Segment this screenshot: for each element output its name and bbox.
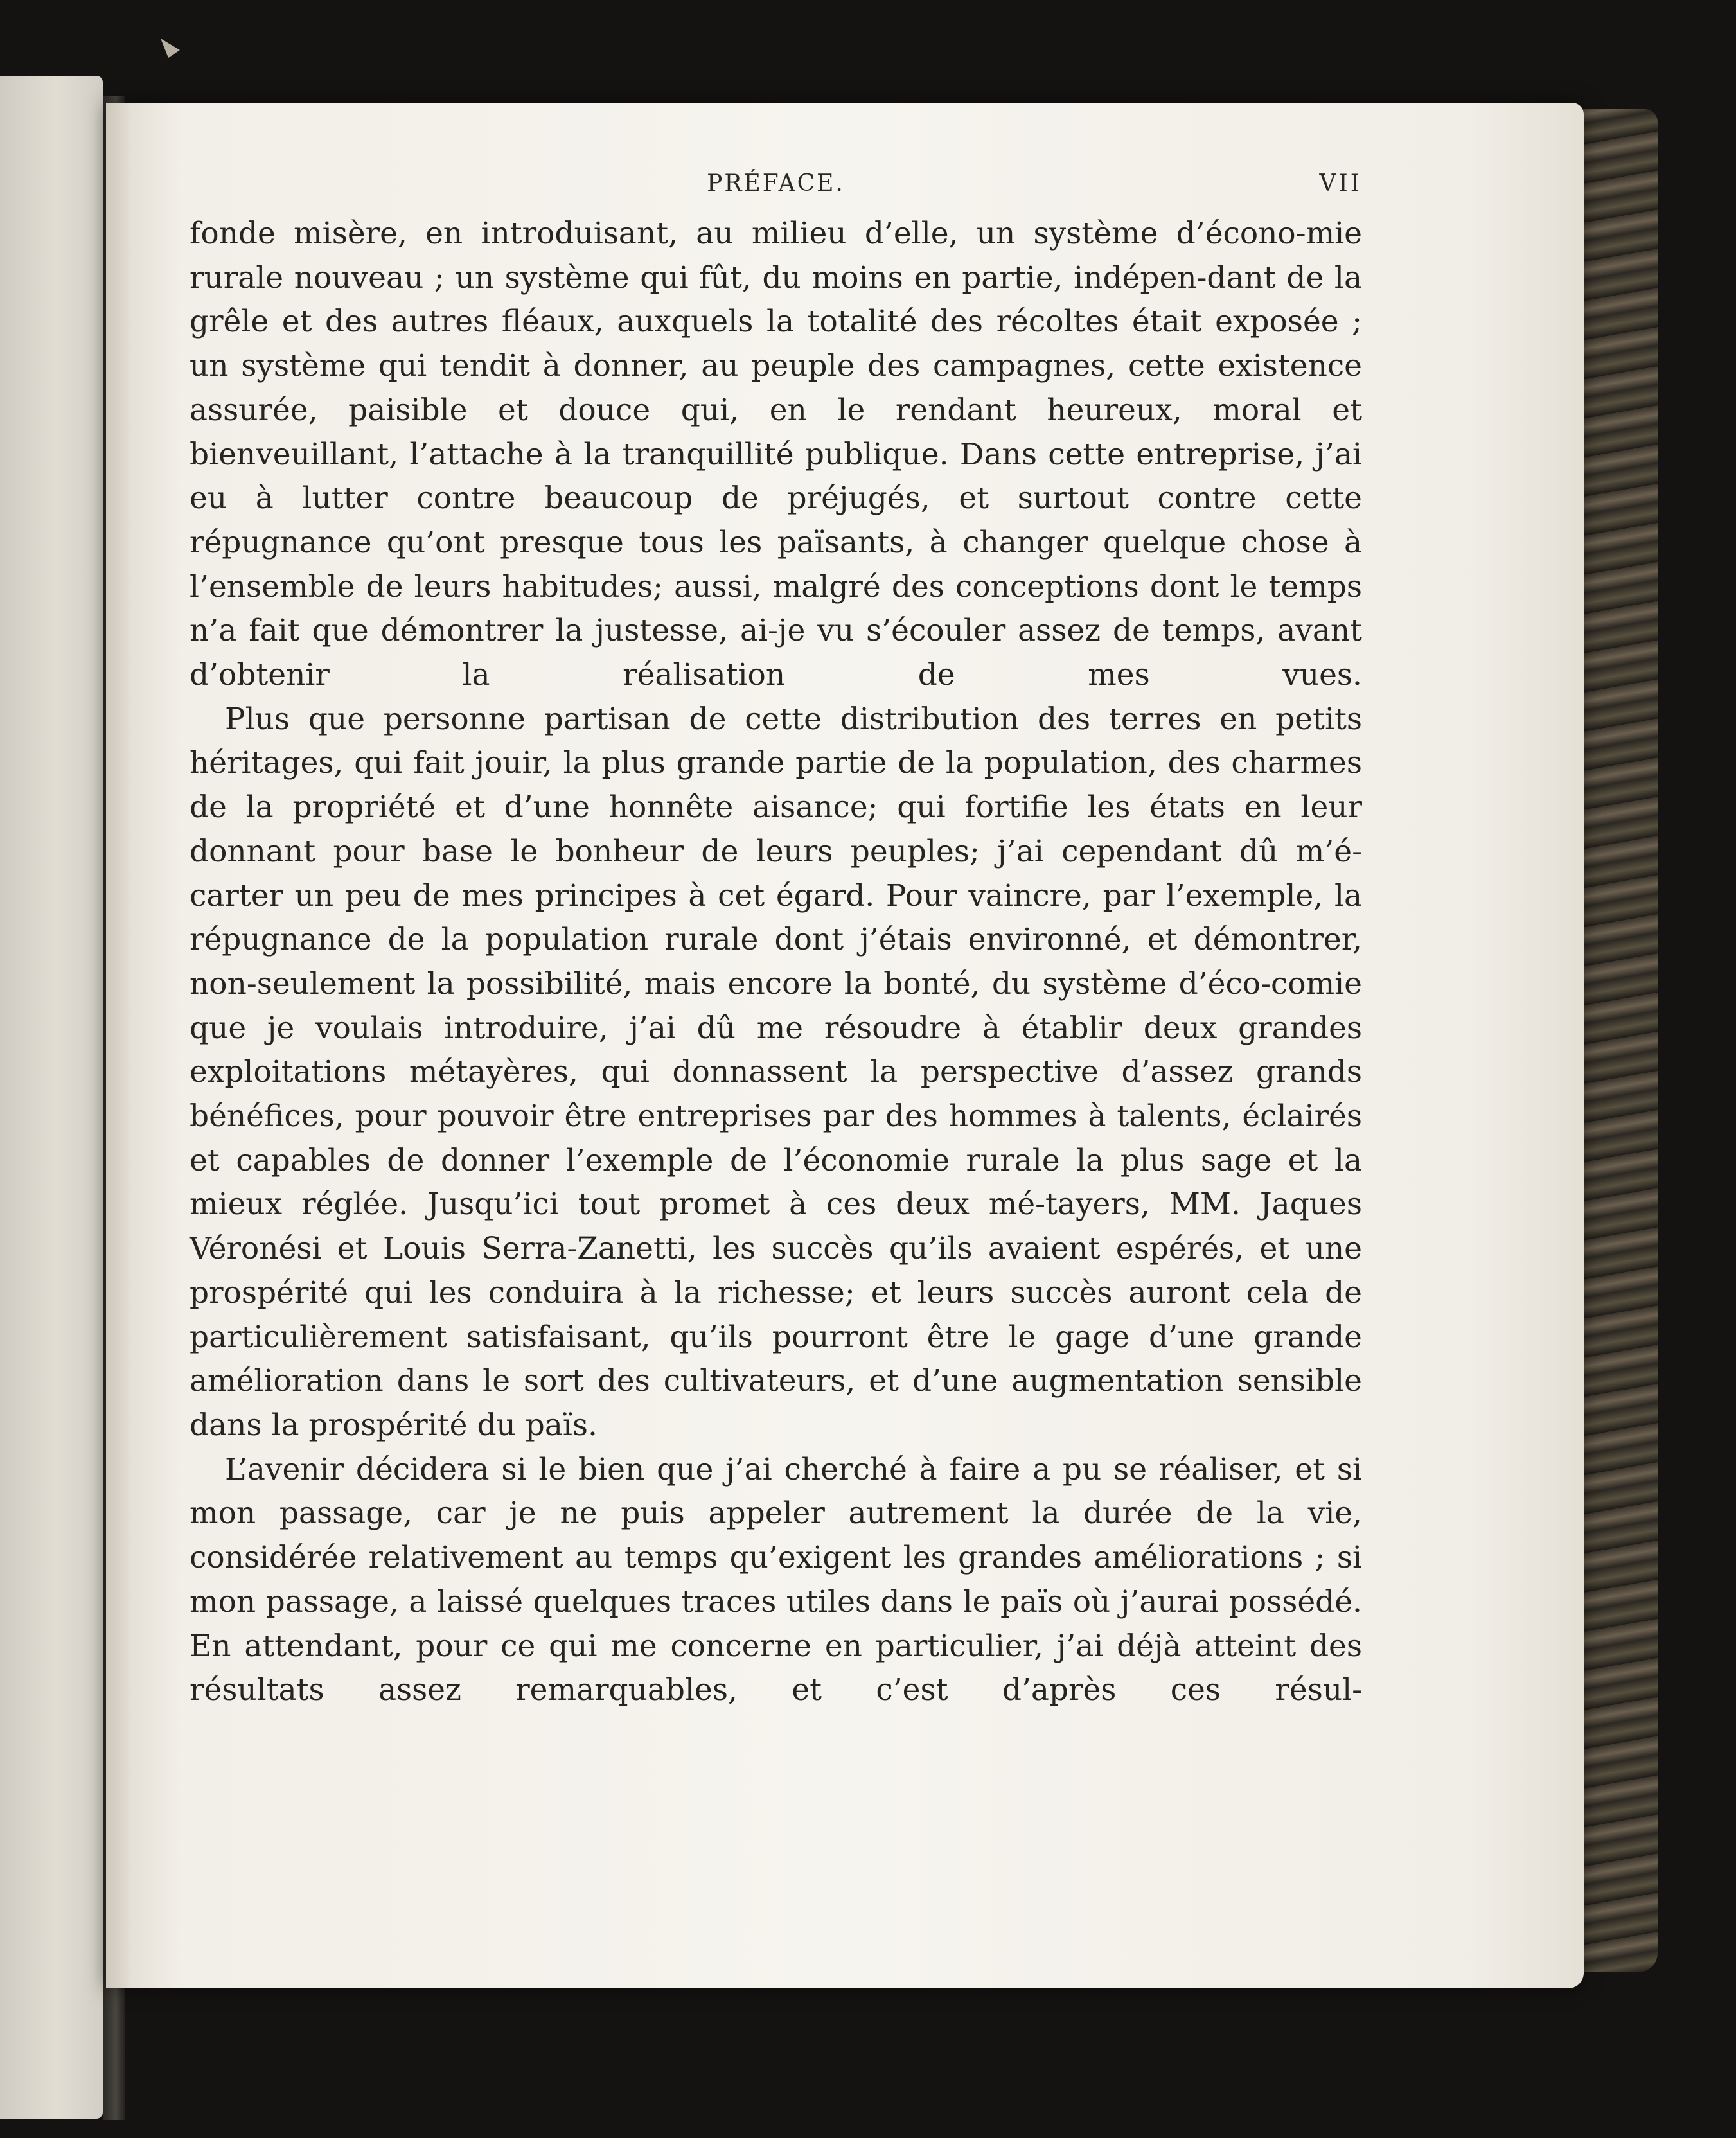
left-facing-page bbox=[0, 76, 103, 2119]
paragraph-3: L’avenir décidera si le bien que j’ai cherché à faire a pu se réaliser, et si mon passage, car je ne puis appeler autrement la durée de la vie, considérée relativement au temps qu’exigent les grandes améliorations ; si mon passage, a laissé quelques traces utiles dans le païs où j’aurai possédé. En attendant, pour ce qui me concerne en particulier, j’ai déjà atteint des résultats assez remarquables, et c’est d’après ces résul- bbox=[190, 1451, 1362, 1708]
paragraph-1: fonde misère, en introduisant, au milieu d’elle, un système d’écono-mie rurale nouveau ; un système qui fût, du moins en partie, indépen-dant de la grêle et des autres fléaux, auxquels la totalité des récoltes était exposée ; un système qui tendit à donner, au peuple des campagnes, cette existence assurée, paisible et douce qui, en le rendant heureux, moral et bienveuillant, l’attache à la tranquillité publique. Dans cette entreprise, j’ai eu à lutter contre beaucoup de préjugés, et surtout contre cette répugnance qu’ont presque tous les païsants, à changer quelque chose à l’ensemble de leurs habitudes; aussi, malgré des conceptions dont le temps n’a fait que démontrer la justesse, ai-je vu s’écouler assez de temps, avant d’obtenir la réalisation de mes vues. bbox=[190, 216, 1362, 693]
page-corner-mark bbox=[161, 39, 180, 58]
page-header bbox=[190, 170, 1362, 209]
page-number: VII bbox=[1319, 170, 1362, 197]
paragraph-2: Plus que personne partisan de cette distribution des terres en petits héritages, qui fait jouir, la plus grande partie de la population, des charmes de la propriété et d’une honnête aisance; qui fortifie les états en leur donnant pour base le bonheur de leurs peuples; j’ai cependant dû m’é-carter un peu de mes principes à cet égard. Pour vaincre, par l’exemple, la répugnance de la population rurale dont j’étais environné, et démontrer, non-seulement la possibilité, mais encore la bonté, du système d’éco-comie que je voulais introduire, j’ai dû me résoudre à établir deux grandes exploitations métayères, qui donnassent la perspective d’assez grands bénéfices, pour pouvoir être entreprises par des hommes à talents, éclairés et capables de donner l’exemple de l’économie rurale la plus sage et la mieux réglée. Jusqu’ici tout promet à ces deux mé-tayers, MM. Jaques Véronési et Louis Serra-Zanetti, les succès qu’ils avaient espérés, et une prospérité qui les conduira à la richesse; et leurs succès auront cela de particulièrement satisfaisant, qu’ils pourront être le gage d’une grande amélioration dans le sort des cultivateurs, et d’une augmentation sensible dans la prospérité du païs. bbox=[190, 701, 1362, 1443]
body-text bbox=[190, 212, 1362, 1713]
gutter-shade bbox=[106, 103, 132, 1988]
running-title: PRÉFACE. bbox=[707, 170, 845, 197]
